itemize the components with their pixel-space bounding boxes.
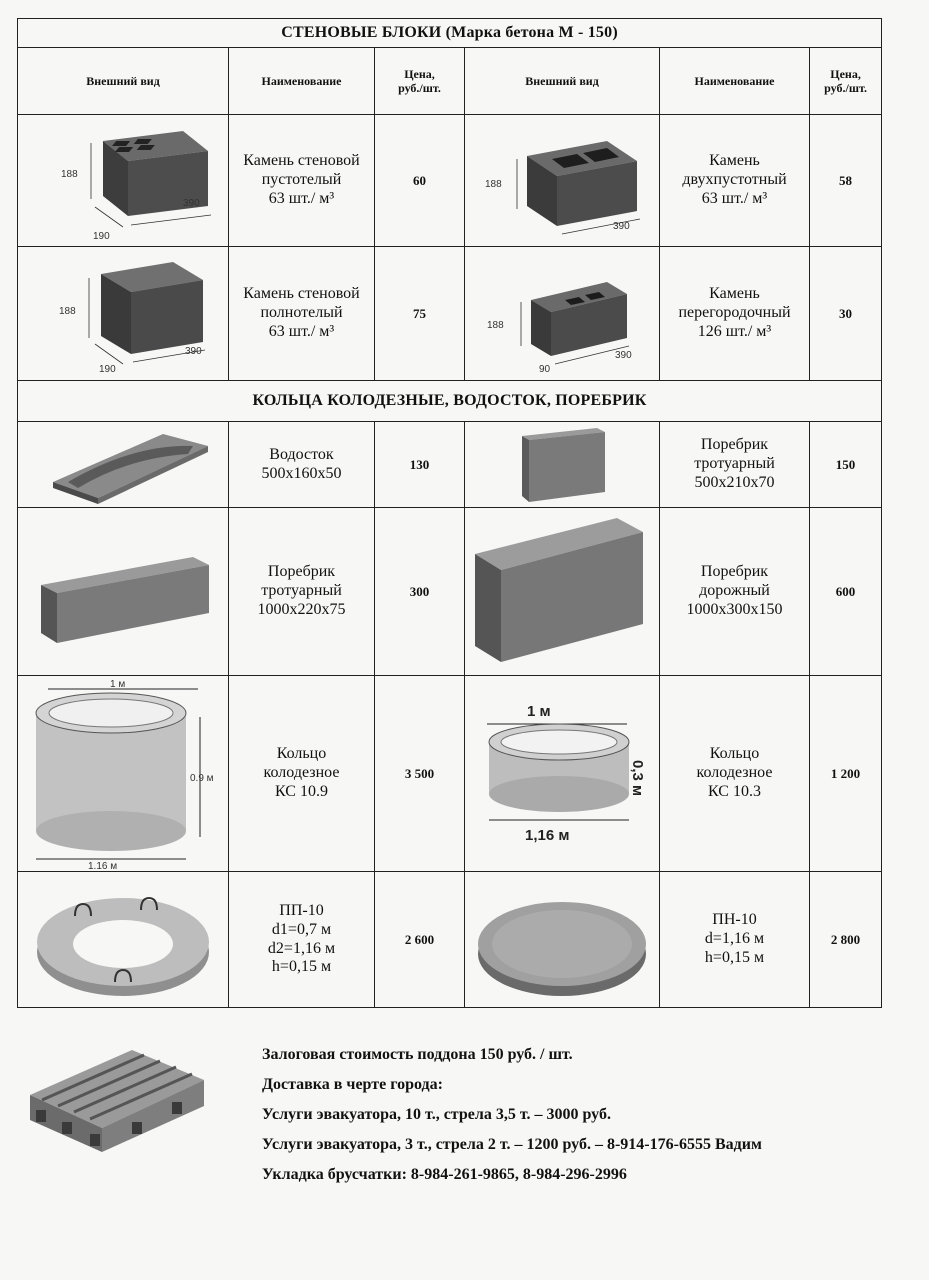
- dim-height: 188: [485, 178, 502, 190]
- well-ring-tall-cell: [18, 676, 229, 872]
- dim-height: 0.9 м: [190, 772, 214, 784]
- block-price: 60: [375, 115, 465, 247]
- section-title-rings: КОЛЬЦА КОЛОДЕЗНЫЕ, ВОДОСТОК, ПОРЕБРИК: [18, 381, 882, 422]
- dim-length: 390: [613, 220, 630, 232]
- dim-height: 188: [61, 168, 78, 180]
- dim-width: 190: [99, 363, 116, 375]
- dim-height: 188: [59, 305, 76, 317]
- product-name: Кольцо колодезное КС 10.3: [660, 676, 810, 872]
- dim-inner-diameter: 1 м: [527, 702, 551, 720]
- col-header-view-2: Внешний вид: [465, 48, 660, 115]
- dim-height: 188: [487, 319, 504, 331]
- pallet-image: [22, 1040, 212, 1170]
- block-name: Камень стеновой пустотелый 63 шт./ м³: [229, 115, 375, 247]
- two-hollow-block-icon: [467, 121, 657, 241]
- road-curb-cell: [465, 508, 660, 676]
- partition-block-cell: [465, 247, 660, 381]
- dim-width: 90: [539, 363, 551, 375]
- block-price: 58: [810, 115, 882, 247]
- sidewalk-curb-cell: [18, 508, 229, 676]
- dim-width: 190: [93, 230, 110, 241]
- two-hollow-block-cell: [465, 115, 660, 247]
- sidewalk-curb-icon: [23, 537, 223, 647]
- hollow-block-cell: [18, 115, 229, 247]
- dim-height: 0,3 м: [629, 759, 646, 796]
- hollow-block-icon: [23, 121, 223, 241]
- product-name: ПП-10 d1=0,7 м d2=1,16 м h=0,15 м: [229, 872, 375, 1008]
- well-ring-short-cell: [465, 676, 660, 872]
- section-title-wall-blocks: СТЕНОВЫЕ БЛОКИ (Марка бетона М - 150): [18, 19, 882, 48]
- solid-block-icon: [23, 252, 223, 376]
- small-curb-cell: [465, 422, 660, 508]
- note-tow-truck-10t: Услуги эвакуатора, 10 т., стрела 3,5 т. – 3000 руб.: [262, 1106, 611, 1123]
- small-curb-icon: [467, 424, 657, 506]
- ring-slab-icon: [23, 874, 223, 1006]
- product-price: 3 500: [375, 676, 465, 872]
- ring-slab-cell: [18, 872, 229, 1008]
- well-ring-tall-icon: [18, 677, 228, 871]
- product-price: 2 600: [375, 872, 465, 1008]
- notes-block: [262, 1040, 912, 1190]
- block-name: Камень стеновой полнотелый 63 шт./ м³: [229, 247, 375, 381]
- price-table: [17, 18, 882, 1008]
- bottom-slab-icon: [467, 874, 657, 1006]
- product-price: 600: [810, 508, 882, 676]
- block-name: Камень перегородочный 126 шт./ м³: [660, 247, 810, 381]
- col-header-name: Наименование: [229, 48, 375, 115]
- product-name: Водосток 500х160х50: [229, 422, 375, 508]
- note-paving: Укладка брусчатки: 8-984-261-9865, 8-984-296-2996: [262, 1166, 627, 1183]
- dim-length: 390: [615, 349, 632, 361]
- pallet-icon: [22, 1040, 212, 1165]
- product-name: ПН-10 d=1,16 м h=0,15 м: [660, 872, 810, 1008]
- dim-length: 390: [185, 345, 202, 357]
- product-name: Кольцо колодезное КС 10.9: [229, 676, 375, 872]
- dim-outer-diameter: 1.16 м: [88, 860, 118, 871]
- product-price: 1 200: [810, 676, 882, 872]
- product-price: 150: [810, 422, 882, 508]
- solid-block-cell: [18, 247, 229, 381]
- bottom-slab-cell: [465, 872, 660, 1008]
- note-pallet-deposit: Залоговая стоимость поддона 150 руб. / шт.: [262, 1046, 573, 1063]
- col-header-price: Цена, руб./шт.: [375, 48, 465, 115]
- dim-inner-diameter: 1 м: [110, 678, 126, 690]
- well-ring-short-icon: [467, 694, 657, 854]
- gutter-cell: [18, 422, 229, 508]
- gutter-icon: [23, 424, 223, 506]
- block-price: 30: [810, 247, 882, 381]
- partition-block-icon: [467, 252, 657, 376]
- note-delivery: Доставка в черте города:: [262, 1076, 443, 1093]
- col-header-price-2: Цена, руб./шт.: [810, 48, 882, 115]
- dim-outer-diameter: 1,16 м: [525, 826, 570, 844]
- col-header-view: Внешний вид: [18, 48, 229, 115]
- product-name: Поребрик дорожный 1000х300х150: [660, 508, 810, 676]
- product-price: 2 800: [810, 872, 882, 1008]
- product-name: Поребрик тротуарный 1000х220х75: [229, 508, 375, 676]
- product-price: 130: [375, 422, 465, 508]
- product-name: Поребрик тротуарный 500х210х70: [660, 422, 810, 508]
- block-name: Камень двухпустотный 63 шт./ м³: [660, 115, 810, 247]
- block-price: 75: [375, 247, 465, 381]
- road-curb-icon: [467, 512, 657, 672]
- product-price: 300: [375, 508, 465, 676]
- dim-length: 390: [183, 197, 200, 209]
- col-header-name-2: Наименование: [660, 48, 810, 115]
- note-tow-truck-3t: Услуги эвакуатора, 3 т., стрела 2 т. – 1200 руб. – 8-914-176-6555 Вадим: [262, 1136, 762, 1153]
